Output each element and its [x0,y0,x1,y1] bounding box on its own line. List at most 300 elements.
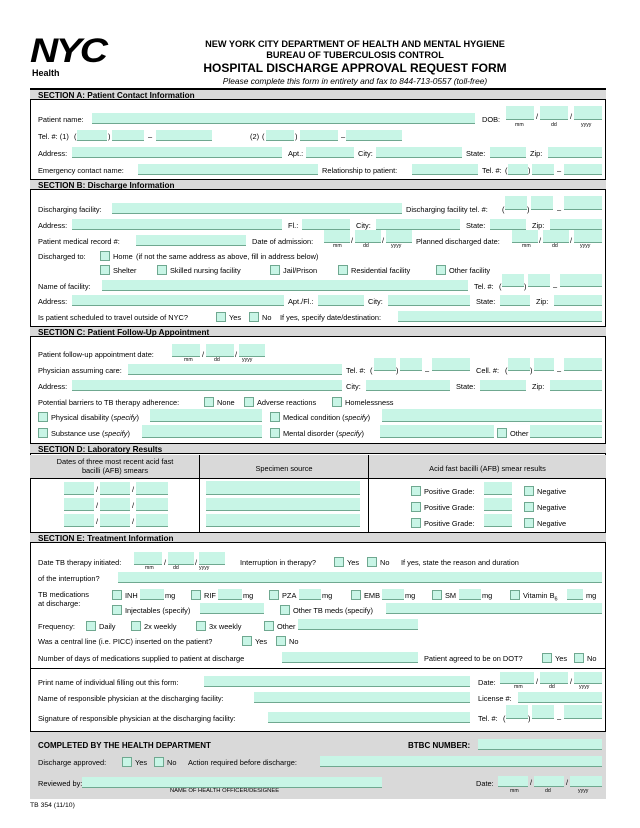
frequency-label: Frequency: [38,622,75,631]
tel2-line-field[interactable] [346,130,402,141]
rif-checkbox[interactable] [191,590,201,600]
slash: / [382,236,385,245]
initiated-dd[interactable] [168,552,194,565]
apt-field[interactable] [306,147,354,158]
dept-date-dd[interactable] [534,776,564,787]
b2-aptfl-label: Apt./Fl.: [288,297,314,306]
positive3-checkbox[interactable] [411,518,421,528]
dd-hint: dd [552,243,558,249]
divider [30,668,606,669]
tel2-area-field[interactable] [266,130,294,141]
slash: / [530,778,533,787]
pza-checkbox[interactable] [269,590,279,600]
reviewed-field[interactable] [82,777,382,788]
paren: ) [530,366,533,375]
section-a-heading: SECTION A: Patient Contact Information [30,89,606,100]
substance-field[interactable] [142,425,262,438]
days-field[interactable] [282,652,418,663]
substance-checkbox[interactable] [38,428,48,438]
slash: / [351,236,354,245]
pza-dose[interactable] [299,589,321,600]
initiated-mm[interactable] [134,552,162,565]
specimen2-field[interactable] [206,498,360,511]
shelter-checkbox[interactable] [100,265,110,275]
physical-text: Physical disability ( [51,413,114,422]
b-city-field[interactable] [376,219,460,230]
appt-mm[interactable] [172,344,200,357]
central-no-label: No [289,637,299,646]
specify-text: specify [104,429,128,438]
physician-label: Physician assuming care: [38,366,122,375]
apt-label: Apt.: [288,149,304,158]
close-text: ) [361,429,364,438]
signature-field[interactable] [268,712,470,723]
travel-spec-label: If yes, specify date/destination: [280,313,382,322]
slash: / [195,558,198,567]
negative3-label: Negative [537,519,567,528]
mental-label [283,429,364,438]
b2-address-label: Address: [38,297,68,306]
substance-text: Substance use ( [51,429,105,438]
appt-yyyy[interactable] [239,344,265,357]
mental-checkbox[interactable] [270,428,280,438]
yyyy-hint: yyyy [391,243,402,249]
approved-no-checkbox[interactable] [154,757,164,767]
yyyy-hint: yyyy [581,122,592,128]
approved-label: Discharge approved: [38,758,107,767]
planned-yyyy[interactable] [574,230,602,243]
positive3-label: Positive Grade: [424,519,475,528]
yyyy-hint: yyyy [199,565,210,571]
medical-text: Medical condition ( [283,413,345,422]
mm-hint: mm [515,122,524,128]
admission-mm[interactable] [324,230,350,243]
central-label: Was a central line (i.e. PICC) inserted on the patient? [38,637,213,646]
dob-dd-field[interactable] [540,106,568,120]
slash: / [235,350,238,359]
slash: / [164,558,167,567]
other-freq-label: Other [277,622,296,631]
injectables-field[interactable] [200,603,264,614]
c-tel-prefix[interactable] [400,358,422,371]
central-yes-label: Yes [255,637,268,646]
physician-field[interactable] [128,364,342,375]
b-tel-label: Tel. #: [474,282,494,291]
vitb-text: Vitamin B [523,591,555,600]
section-d-heading: SECTION D: Laboratory Results [30,443,606,454]
section-b-heading: SECTION B: Discharge Information [30,179,606,190]
travel-no-label: No [262,313,272,322]
dept-date-mm[interactable] [498,776,528,787]
physical-checkbox[interactable] [38,412,48,422]
record-field[interactable] [136,235,246,246]
dd-hint: dd [363,243,369,249]
emb-label: EMB [364,591,381,600]
dob-yyyy-field[interactable] [574,106,602,120]
appt-dd[interactable] [206,344,234,357]
planned-mm[interactable] [512,230,538,243]
slash: / [570,112,573,121]
b-address-label: Address: [38,221,68,230]
approved-yes-label: Yes [135,758,148,767]
b-tel-area[interactable] [502,274,524,287]
smear1-dd[interactable] [100,482,130,495]
e-date-mm[interactable] [500,672,534,684]
negative3-checkbox[interactable] [524,518,534,528]
barriers-label: Potential barriers to TB therapy adherence: [38,398,180,407]
paren: ) [108,132,111,141]
print-name-field[interactable] [204,676,470,687]
other-meds-field[interactable] [386,603,602,614]
positive2-grade[interactable] [484,498,512,511]
mm-hint: mm [184,357,193,363]
c-state-field[interactable] [480,380,526,391]
sig-tel-prefix[interactable] [532,705,554,719]
lab-col1-header: Dates of three most recent acid fast bacilli (AFB) smears [56,457,174,475]
dept-date-yyyy[interactable] [570,776,602,787]
tel1-area-field[interactable] [77,130,107,141]
facility-field[interactable] [112,203,402,214]
facility-tel-label: Discharging facility tel. #: [406,205,488,214]
other-barrier-checkbox[interactable] [497,428,507,438]
dash: – [557,714,562,723]
mental-field[interactable] [380,425,494,438]
home-label: Home [113,252,133,261]
relationship-label: Relationship to patient: [322,166,398,175]
c-city-label: City: [346,382,361,391]
name-facility-label: Name of facility: [38,282,91,291]
b-fl-label: Fl.: [288,221,299,230]
state-field[interactable] [490,147,526,158]
emergency-label: Emergency contact name: [38,166,124,175]
none-label: None [217,398,235,407]
city-label: City: [358,149,373,158]
sm-checkbox[interactable] [432,590,442,600]
paren: ( [499,282,502,291]
positive1-label: Positive Grade: [424,487,475,496]
substance-label [51,429,130,438]
approved-no-label: No [167,758,177,767]
tel2-prefix-field[interactable] [300,130,338,141]
c-tel-area[interactable] [374,358,396,371]
other-meds-checkbox[interactable] [280,605,290,615]
physical-field[interactable] [150,409,262,422]
inh-checkbox[interactable] [112,590,122,600]
paren: ) [528,714,531,723]
slash: / [132,517,135,526]
b2-city-field[interactable] [388,295,470,306]
tel1-prefix-field[interactable] [112,130,144,141]
signature-label: Signature of responsible physician at the discharging facility: [38,714,236,723]
initiated-label: Date TB therapy initiated: [38,558,122,567]
bureau-name: BUREAU OF TUBERCULOSIS CONTROL [266,50,444,60]
discharged-to-label: Discharged to: [38,252,86,261]
daily-checkbox[interactable] [86,621,96,631]
of-interruption-label: of the interruption? [38,574,100,583]
other-barrier-field[interactable] [530,425,602,438]
slash: / [132,485,135,494]
print-name-label: Print name of individual filling out this form: [38,678,179,687]
zip-field[interactable] [548,147,602,158]
sm-dose[interactable] [459,589,481,600]
patient-name-field[interactable] [92,113,475,124]
slash: / [570,236,573,245]
tel1-line-field[interactable] [156,130,212,141]
smear2-dd[interactable] [100,498,130,511]
b-zip-field[interactable] [550,219,602,230]
medical-checkbox[interactable] [270,412,280,422]
other-freq-field[interactable] [298,619,418,630]
c-zip-field[interactable] [550,380,602,391]
resp-name-label: Name of responsible physician at the discharging facility: [38,694,224,703]
inh-dose[interactable] [140,589,164,600]
smear1-yyyy[interactable] [136,482,168,495]
homeless-label: Homelessness [345,398,394,407]
thrice-checkbox[interactable] [196,621,206,631]
smear3-yyyy[interactable] [136,514,168,527]
c-tel-line[interactable] [432,358,470,371]
slash: / [96,485,99,494]
sig-tel-line[interactable] [564,705,602,719]
medical-field[interactable] [382,409,602,422]
central-no-checkbox[interactable] [276,636,286,646]
positive2-checkbox[interactable] [411,502,421,512]
mental-text: Mental disorder ( [283,429,339,438]
travel-no-checkbox[interactable] [249,312,259,322]
admission-dd[interactable] [355,230,381,243]
interruption-no-label: No [380,558,390,567]
b-address-field[interactable] [72,219,282,230]
e-date-label: Date: [478,678,496,687]
physical-label [51,413,139,422]
cell-area[interactable] [508,358,530,371]
btbc-label: BTBC NUMBER: [408,741,471,750]
specify-text: specify [338,429,362,438]
home-checkbox[interactable] [100,251,110,261]
slash: / [536,677,539,686]
slash: / [96,501,99,510]
travel-yes-label: Yes [229,313,242,322]
interruption-no-checkbox[interactable] [367,557,377,567]
negative1-checkbox[interactable] [524,486,534,496]
approved-yes-checkbox[interactable] [122,757,132,767]
paren: ) [396,366,399,375]
negative2-checkbox[interactable] [524,502,534,512]
emergency-tel-area[interactable] [508,164,531,175]
jail-checkbox[interactable] [270,265,280,275]
facility-label: Discharging facility: [38,205,102,214]
yyyy-hint: yyyy [580,243,591,249]
inh-label: INH [125,591,138,600]
facility-tel-prefix[interactable] [531,196,553,210]
cell-line[interactable] [564,358,602,371]
emergency-field[interactable] [138,164,318,175]
snf-label: Skilled nursing facility [170,266,241,275]
admission-yyyy[interactable] [386,230,412,243]
b-fl-field[interactable] [302,219,350,230]
adverse-label: Adverse reactions [257,398,317,407]
c-city-field[interactable] [366,380,450,391]
section-e-heading: SECTION E: Treatment Information [30,532,606,543]
resp-name-field[interactable] [254,692,470,703]
dept-heading: COMPLETED BY THE HEALTH DEPARTMENT [38,741,211,750]
action-field[interactable] [320,756,602,767]
paren: ) [528,166,531,175]
positive3-grade[interactable] [484,514,512,527]
dash: – [553,282,558,291]
logo-text: NYC [30,32,106,70]
facility-tel-area[interactable] [505,196,527,210]
cell-prefix[interactable] [534,358,554,371]
yyyy-hint: yyyy [579,684,590,690]
license-field[interactable] [518,692,602,703]
paren: ( [502,205,505,214]
dot-yes-checkbox[interactable] [542,653,552,663]
c-state-label: State: [456,382,476,391]
logo-sub: Health [32,68,60,78]
positive1-checkbox[interactable] [411,486,421,496]
other-barrier-label: Other [510,429,529,438]
jail-label: Jail/Prison [283,266,318,275]
specimen1-field[interactable] [206,481,360,495]
reviewed-label: Reviewed by: [38,779,83,788]
vitb-checkbox[interactable] [510,590,520,600]
b-tel-prefix[interactable] [528,274,550,287]
smear3-dd[interactable] [100,514,130,527]
relationship-field[interactable] [412,164,478,175]
twice-checkbox[interactable] [131,621,141,631]
close-text: ) [367,413,371,422]
city-field[interactable] [376,147,462,158]
injectables-checkbox[interactable] [112,605,122,615]
address-label: Address: [38,149,68,158]
homeless-checkbox[interactable] [332,397,342,407]
smear3-mm[interactable] [64,514,94,527]
mm-hint: mm [510,788,519,794]
adverse-checkbox[interactable] [244,397,254,407]
mm-hint: mm [522,243,531,249]
slash: / [202,350,205,359]
travel-label: Is patient scheduled to travel outside of NYC? [38,313,188,322]
dd-hint: dd [214,357,220,363]
none-checkbox[interactable] [204,397,214,407]
slash: / [539,236,542,245]
paren: ) [524,282,527,291]
dot-no-label: No [587,654,597,663]
facility-tel-line[interactable] [564,196,602,210]
initiated-yyyy[interactable] [199,552,225,565]
dept-date-label: Date: [476,779,494,788]
emergency-tel-label: Tel. #: [482,166,502,175]
dash: – [557,366,562,375]
emergency-tel-prefix[interactable] [532,164,554,175]
negative2-label: Negative [537,503,567,512]
btbc-field[interactable] [478,739,602,750]
b-tel-line[interactable] [560,274,602,287]
address-field[interactable] [72,147,282,158]
dot-label: Patient agreed to be on DOT? [424,654,523,663]
other-freq-checkbox[interactable] [264,621,274,631]
e-date-dd[interactable] [540,672,568,684]
b2-state-field[interactable] [500,295,530,306]
smear1-mm[interactable] [64,482,94,495]
action-label: Action required before discharge: [188,758,297,767]
officer-caption: NAME OF HEALTH OFFICER/DESIGNEE [170,788,280,794]
reason-label: If yes, state the reason and duration [401,558,519,567]
patient-name-label: Patient name: [38,115,84,124]
meds-label-1: TB medications [38,590,89,599]
emb-checkbox[interactable] [351,590,361,600]
travel-yes-checkbox[interactable] [216,312,226,322]
interruption-label: Interruption in therapy? [240,558,317,567]
sig-tel-label: Tel. #: [478,714,498,723]
b-state-field[interactable] [490,219,526,230]
central-yes-checkbox[interactable] [242,636,252,646]
sig-tel-area[interactable] [506,705,528,719]
paren: ( [370,366,373,375]
travel-spec-field[interactable] [398,311,602,322]
positive1-grade[interactable] [484,482,512,495]
tel1-label: Tel. #: (1) [38,132,69,141]
cell-label: Cell. #: [476,366,500,375]
c-address-field[interactable] [72,380,342,391]
dd-hint: dd [173,565,179,571]
pza-label: PZA [282,591,297,600]
lab-col3-header: Acid fast bacilli (AFB) smear results [429,464,546,473]
dash: – [148,132,153,141]
slash: / [536,112,539,121]
emb-dose[interactable] [382,589,404,600]
rif-dose[interactable] [218,589,242,600]
dash: – [341,132,346,141]
b2-zip-field[interactable] [554,295,602,306]
specimen3-field[interactable] [206,514,360,527]
zip-label: Zip: [530,149,543,158]
vitb-dose[interactable] [567,589,583,600]
admission-label: Date of admission: [252,237,314,246]
mg-unit: mg [322,591,333,600]
meds-label-2: at discharge: [38,599,81,608]
smear2-mm[interactable] [64,498,94,511]
planned-dd[interactable] [543,230,569,243]
smear2-yyyy[interactable] [136,498,168,511]
paren: ) [295,132,298,141]
other-facility-checkbox[interactable] [436,265,446,275]
e-date-yyyy[interactable] [574,672,602,684]
b2-aptfl-field[interactable] [318,295,364,306]
dot-no-checkbox[interactable] [574,653,584,663]
negative1-label: Negative [537,487,567,496]
dd-hint: dd [549,684,555,690]
interruption-yes-checkbox[interactable] [334,557,344,567]
residential-checkbox[interactable] [338,265,348,275]
dob-mm-field[interactable] [506,106,534,120]
mg-unit: mg [243,591,254,600]
name-facility-field[interactable] [102,280,468,291]
emergency-tel-line[interactable] [564,164,602,175]
slash: / [96,517,99,526]
close-text: ) [136,413,139,422]
snf-checkbox[interactable] [157,265,167,275]
record-label: Patient medical record #: [38,237,120,246]
b2-address-field[interactable] [72,295,284,306]
daily-label: Daily [99,622,116,631]
state-label: State: [466,149,486,158]
home-note: (if not the same address as above, fill in address below) [136,252,319,261]
interruption-reason-field[interactable] [118,572,602,583]
slash: / [570,677,573,686]
specify-text: specify [113,413,137,422]
